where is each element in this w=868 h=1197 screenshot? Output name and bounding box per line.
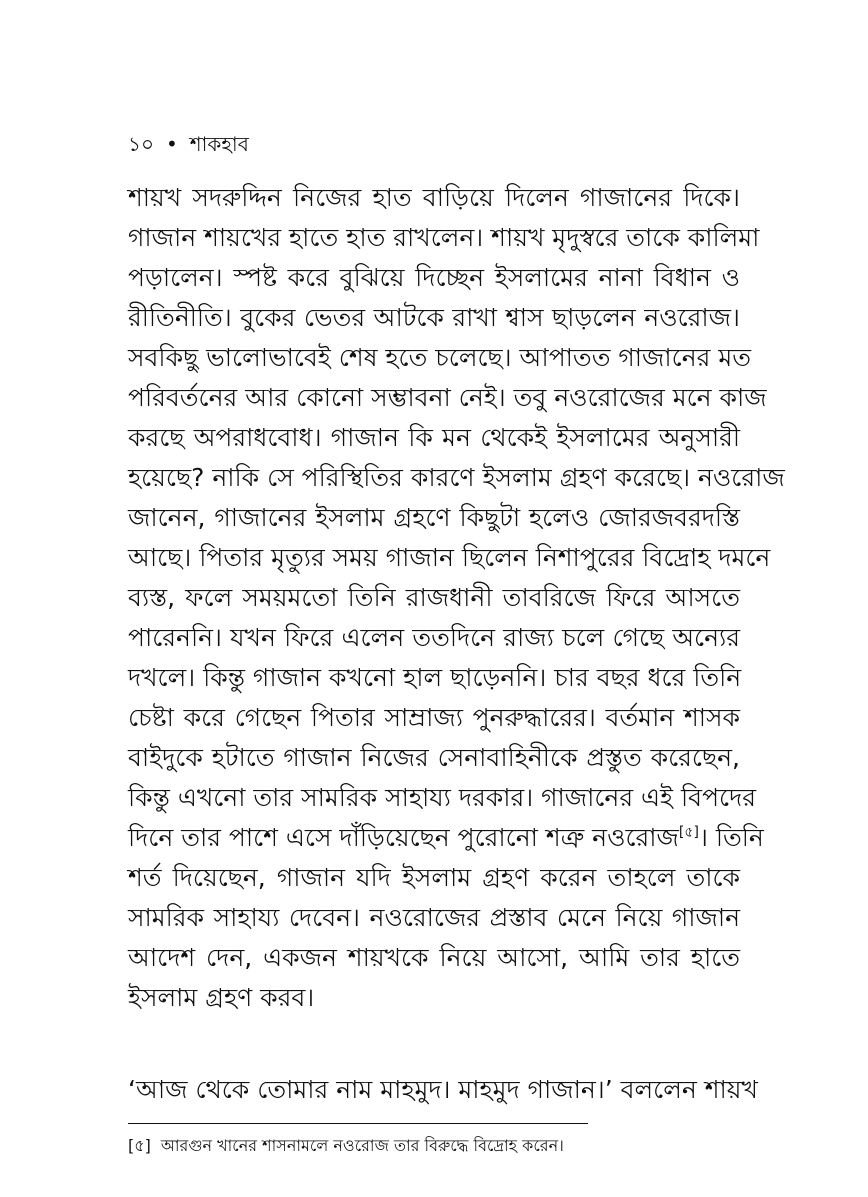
text-segment: । তিনি [698,823,764,852]
footnote-reference: [৫] [678,824,699,841]
text-line: শর্ত দিয়েছেন, গাজান যদি ইসলাম গ্রহণ করেন তাহলে তাকে [128,863,740,892]
text-line: দখলে। কিন্তু গাজান কখনো হাল ছাড়েননি। চার বছর ধরে তিনি [128,663,742,692]
dialogue-paragraph [128,1070,758,1110]
text-line: পরিবর্তনের আর কোনো সম্ভাবনা নেই। তবু নওরোজের মনে কাজ [128,383,767,412]
text-line: জানেন, গাজানের ইসলাম গ্রহণে কিছুটা হলেও জোরজবরদস্তি [128,503,740,532]
text-line-last: ইসলাম গ্রহণ করব। [128,983,315,1012]
footnote [128,1134,564,1158]
footnote-divider [128,1123,588,1124]
bullet-separator: • [165,132,178,156]
book-title: শাকহাব [189,132,249,156]
text-segment: দিনে তার পাশে এসে দাঁড়িয়েছেন পুরোনো শত্রু নওরোজ [128,823,679,852]
text-line: ব্যস্ত, ফলে সময়মতো তিনি রাজধানী তাবরিজে ফিরে আসতে [128,583,740,612]
text-line: আছে। পিতার মৃত্যুর সময় গাজান ছিলেন নিশাপুরের বিদ্রোহ দমনে [128,543,771,572]
page-number: ১০ [128,132,154,156]
text-line: পড়ালেন। স্পষ্ট করে বুঝিয়ে দিচ্ছেন ইসলামের নানা বিধান ও [128,263,740,292]
text-line: কিন্তু এখনো তার সামরিক সাহায্য দরকার। গাজানের এই বিপদের [128,783,756,812]
text-line: আদেশ দেন, একজন শায়খকে নিয়ে আসো, আমি তার হাতে [128,943,740,972]
text-line: চেষ্টা করে গেছেন পিতার সাম্রাজ্য পুনরুদ্ধারের। বর্তমান শাসক [128,703,740,732]
text-line: পারেননি। যখন ফিরে এলেন ততদিনে রাজ্য চলে গেছে অন্যের [128,623,740,652]
footnote-text: আরগুন খানের শাসনামলে নওরোজ তার বিরুদ্ধে বিদ্রোহ করেন। [160,1136,564,1155]
dialogue-line: ‘আজ থেকে তোমার নাম মাহমুদ। মাহমুদ গাজান।’ বললেন শায়খ [128,1075,758,1104]
text-line: সামরিক সাহায্য দেবেন। নওরোজের প্রস্তাব মেনে নিয়ে গাজান [128,903,740,932]
running-head [128,130,249,158]
text-line: করছে অপরাধবোধ। গাজান কি মন থেকেই ইসলামের অনুসারী [128,423,740,452]
footnote-number: [৫] [128,1136,151,1155]
text-line: শায়খ সদরুদ্দিন নিজের হাত বাড়িয়ে দিলেন গাজানের দিকে। [128,183,740,212]
text-line: গাজান শায়খের হাতে হাত রাখলেন। শায়খ মৃদুস্বরে তাকে কালিমা [128,223,760,252]
body-paragraph [128,178,785,1018]
text-line-with-footnote-ref [128,818,764,858]
text-line: বাইদুকে হটাতে গাজান নিজের সেনাবাহিনীকে প্রস্তুত করেছেন, [128,743,740,772]
text-line: হয়েছে? নাকি সে পরিস্থিতির কারণে ইসলাম গ্রহণ করেছে। নওরোজ [128,463,785,492]
text-line: রীতিনীতি। বুকের ভেতর আটকে রাখা শ্বাস ছাড়লেন নওরোজ। [128,303,740,332]
text-line: সবকিছু ভালোভাবেই শেষ হতে চলেছে। আপাতত গাজানের মত [128,343,751,372]
